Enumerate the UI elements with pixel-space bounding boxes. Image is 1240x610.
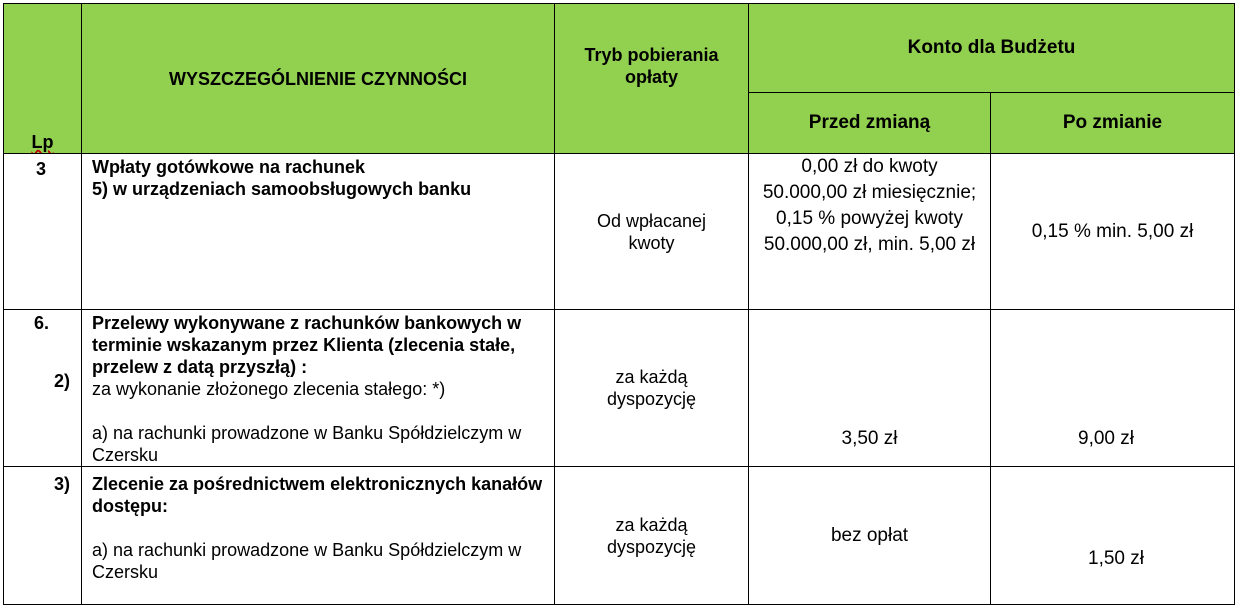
table-row — [4, 467, 1235, 605]
row-description — [82, 310, 555, 467]
row-detail: a) na rachunki prowadzone w Banku Spółdzielczym w Czersku — [92, 423, 522, 465]
row-lp-cell — [4, 467, 82, 605]
row-after — [991, 154, 1235, 310]
row-title: Zlecenie za pośrednictwem elektronicznych kanałów dostępu: — [92, 474, 543, 516]
row-mode — [555, 154, 749, 310]
fee-table — [3, 3, 1235, 605]
row-before-value: 0,00 zł do kwoty 50.000,00 zł miesięcznie; 0,15 % powyżej kwoty 50.000,00 zł, min. 5,00 zł — [762, 156, 977, 255]
row-sub-lp: 2) — [54, 371, 71, 391]
before-change-header: Przed zmianą — [749, 93, 991, 154]
row-title: Przelewy wykonywane z rachunków bankowych w terminie wskazanym przez Klienta (zlecenia stałe, przelew z datą przyszłą) : — [92, 313, 522, 377]
row-lp-cell — [4, 310, 82, 467]
mode-header — [555, 4, 749, 154]
description-header: WYSZCZEGÓLNIENIE CZYNNOŚCI — [82, 4, 555, 154]
after-change-header: Po zmianie — [991, 93, 1235, 154]
row-after — [991, 467, 1235, 605]
row-title-line2: 5) w urządzeniach samoobsługowych banku — [92, 179, 472, 199]
row-title: Wpłaty gotówkowe na rachunek — [92, 157, 366, 177]
row-lp: 3) — [54, 474, 71, 494]
spacer — [92, 400, 548, 422]
row-description — [82, 154, 555, 310]
table-row — [4, 154, 1235, 310]
row-after — [991, 310, 1235, 467]
row-mode — [555, 467, 749, 605]
row-before-value: 3,50 zł — [841, 428, 898, 449]
row-mode-label: za każdą dyspozycję — [606, 367, 697, 409]
row-before — [749, 154, 991, 310]
row-after-value: 1,50 zł — [1088, 548, 1144, 569]
row-mode-label: za każdą dyspozycję — [606, 514, 697, 557]
row-mode — [555, 310, 749, 467]
spacer — [92, 517, 548, 539]
row-after-value: 9,00 zł — [1078, 428, 1134, 449]
fee-table-container — [3, 3, 1235, 605]
row-after-value: 0,15 % min. 5,00 zł — [1031, 220, 1194, 242]
budget-account-header: Konto dla Budżetu — [749, 4, 1235, 93]
table-row — [4, 310, 1235, 467]
row-mode-label: Od wpłacanej kwoty — [596, 210, 707, 253]
row-description — [82, 467, 555, 605]
row-before — [749, 310, 991, 467]
row-lp-cell — [4, 154, 82, 310]
row-lp: 6. — [34, 313, 50, 333]
lp-header: Lp — [4, 4, 82, 154]
mode-header-label: Tryb pobierania opłaty — [584, 45, 719, 87]
row-before-value: bez opłat — [830, 524, 909, 546]
row-before — [749, 467, 991, 605]
row-subtitle: za wykonanie złożonego zlecenia stałego: *) — [92, 379, 446, 399]
header-row — [4, 4, 1235, 93]
row-lp: 3 — [36, 159, 47, 179]
row-detail: a) na rachunki prowadzone w Banku Spółdzielczym w Czersku — [92, 540, 522, 582]
